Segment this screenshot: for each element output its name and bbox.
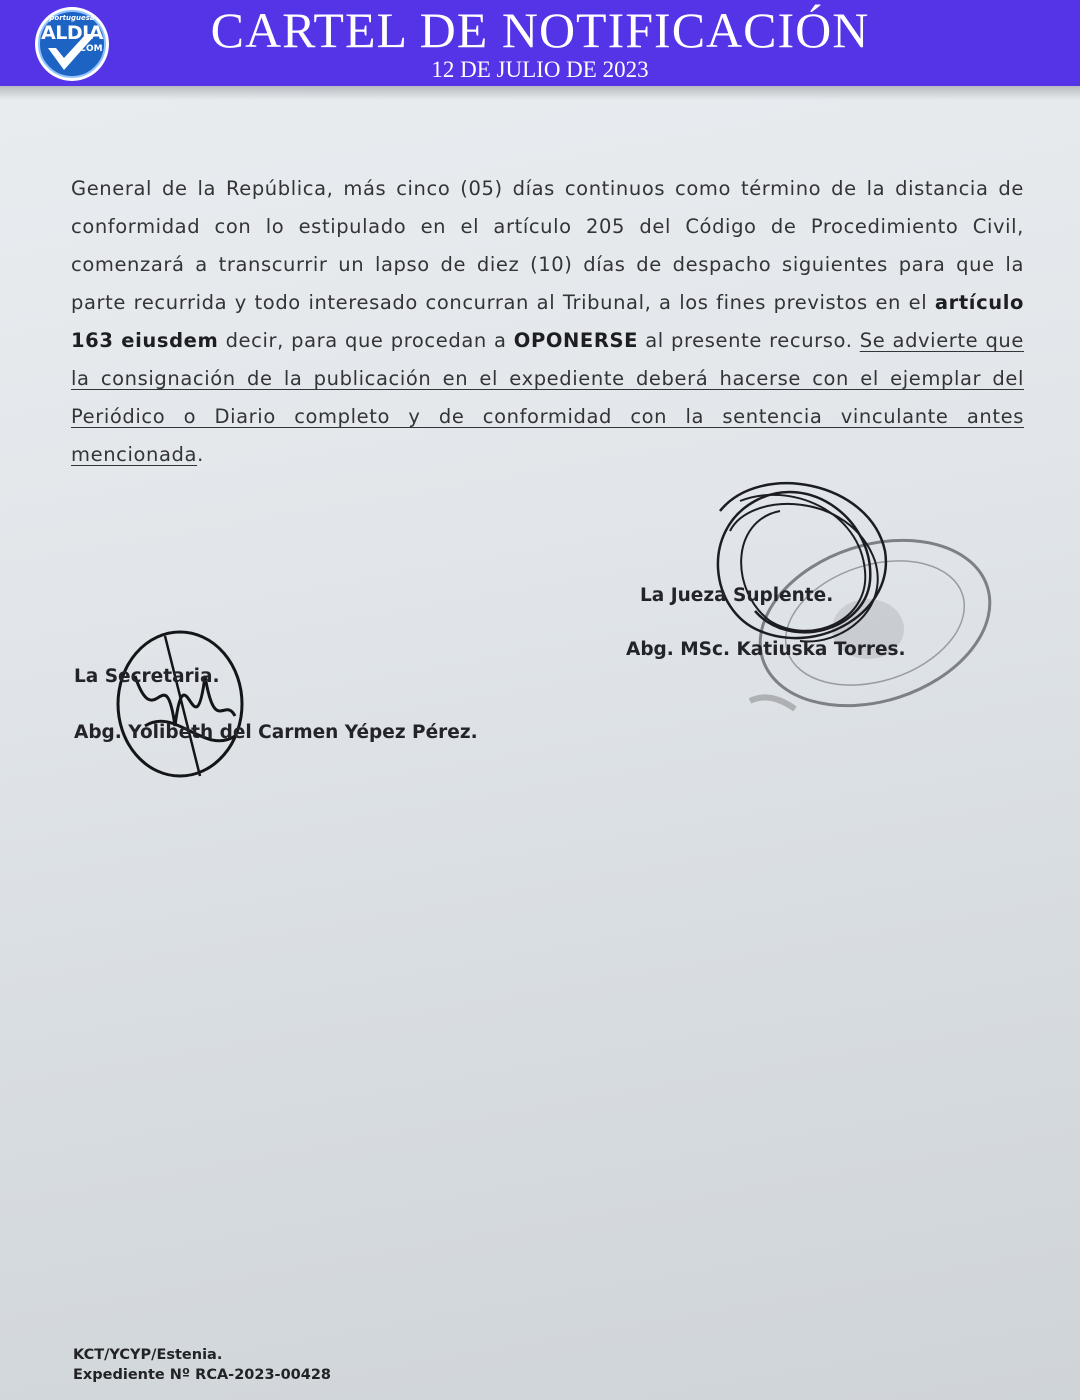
document-page xyxy=(0,86,1080,1400)
header-banner xyxy=(0,0,1080,86)
judge-name: Abg. MSc. Katiuska Torres. xyxy=(626,639,906,660)
paper-edge-shadow xyxy=(0,86,1080,100)
paragraph-bold-article: artículo 163 eiusdem xyxy=(71,291,1024,352)
document-paragraph xyxy=(71,170,1024,474)
court-stamp-icon xyxy=(740,531,1010,721)
paragraph-part2: decir, para que procedan a xyxy=(218,329,514,352)
footer-expediente: Expediente Nº RCA-2023-00428 xyxy=(73,1367,332,1383)
logo-top-text: portuguesa xyxy=(49,14,95,22)
page-date: 12 DE JULIO DE 2023 xyxy=(431,57,649,82)
paragraph-part1: General de la República, más cinco (05) días continuos como término de la distancia de conformidad con lo estipulado en el artículo 205 del Código de Procedimiento Civil, comenzará a transcurrir un lapso de diez (10) días de despacho siguientes para que la parte recurrida y todo interesado concurran al Tribunal, a los fines previstos en el xyxy=(71,177,1024,314)
page-title: CARTEL DE NOTIFICACIÓN xyxy=(210,2,870,58)
secretary-name: Abg. Yolibeth del Carmen Yépez Pérez. xyxy=(74,722,478,743)
logo-main-text: ALDIA xyxy=(41,22,103,44)
paragraph-bold-oponerse: OPONERSE xyxy=(513,329,639,352)
paragraph-underlined-notice: Se advierte que la consignación de la publicación en el expediente deberá hacerse con el ejemplar del Periódico o Diario completo y de conformidad con la sentencia vinculante antes mencionada xyxy=(71,329,1024,466)
paragraph-end: . xyxy=(197,443,204,466)
footer-initials: KCT/YCYP/Estenia. xyxy=(73,1347,223,1363)
secretary-signature-icon xyxy=(105,616,260,786)
logo-suffix-text: .COM xyxy=(76,44,103,54)
secretary-title: La Secretaria. xyxy=(74,666,220,687)
judge-title: La Jueza Suplente. xyxy=(640,585,834,606)
paragraph-part3: al presente recurso. xyxy=(638,329,860,352)
